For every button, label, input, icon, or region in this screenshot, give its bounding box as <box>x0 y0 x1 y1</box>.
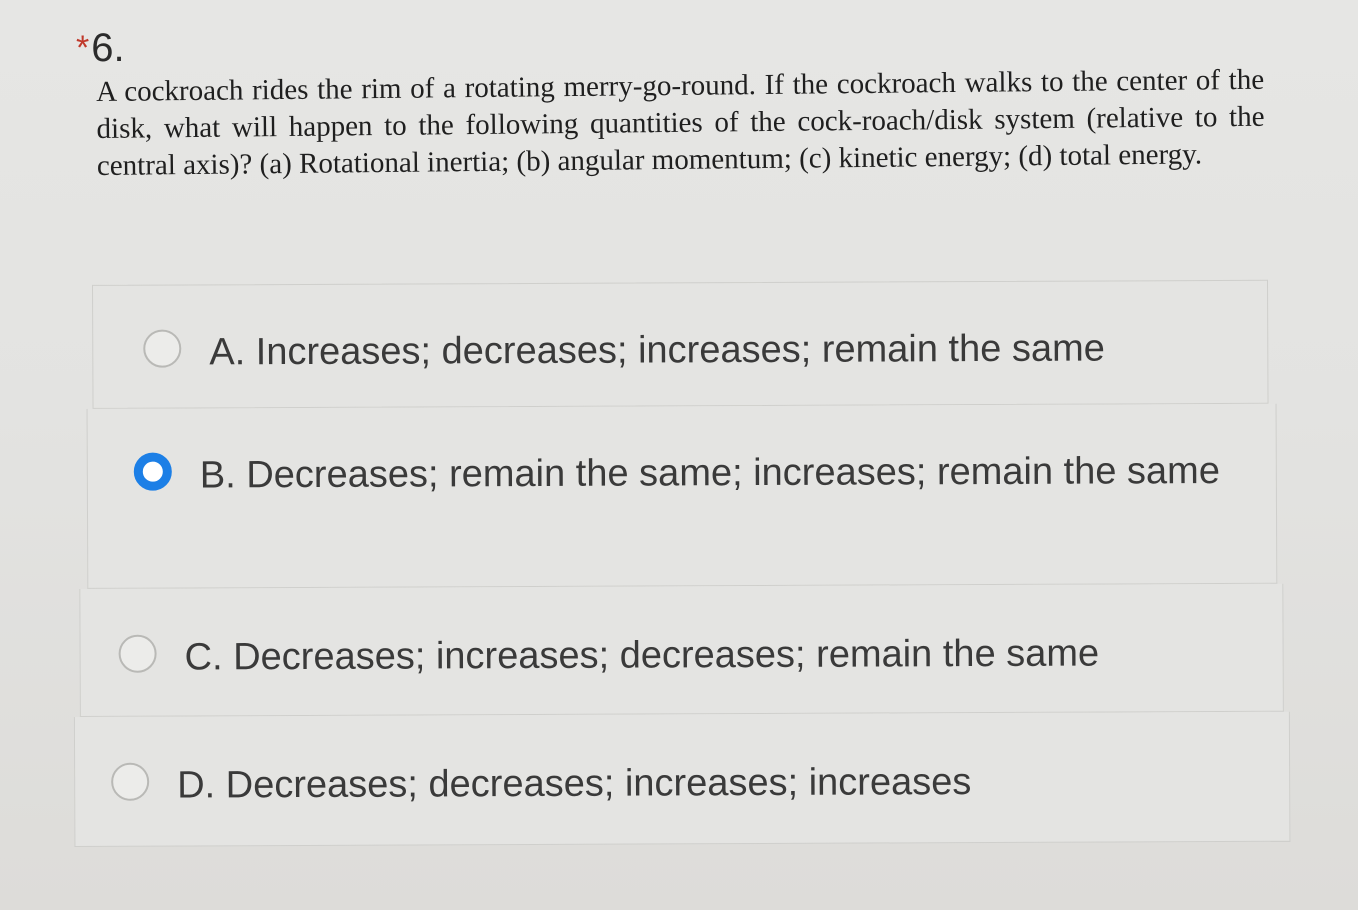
option-c[interactable] <box>79 584 1284 717</box>
question-header <box>76 28 125 68</box>
radio-option-b[interactable] <box>134 453 172 491</box>
option-a[interactable] <box>92 280 1269 409</box>
question-number: 6. <box>91 26 125 70</box>
answer-options <box>72 280 1286 847</box>
option-b[interactable] <box>87 404 1278 589</box>
question-text: A cockroach rides the rim of a rotating merry-go-round. If the cockroach walks to the center of the disk, what will happen to the following quantities of the cock-roach/disk system (relative to the central axis)? (a) Rotational inertia; (b) angular momentum; (c) kinetic energy; (d) total energy. <box>96 63 1265 182</box>
option-c-label: C. Decreases; increases; decreases; remain the same <box>184 632 1100 679</box>
radio-option-d[interactable] <box>111 763 149 801</box>
required-star-icon: * <box>76 29 90 67</box>
option-d-label: D. Decreases; decreases; increases; increases <box>177 761 972 807</box>
option-d[interactable] <box>74 712 1291 847</box>
radio-option-c[interactable] <box>119 635 157 673</box>
radio-option-a[interactable] <box>143 330 181 368</box>
option-a-label: A. Increases; decreases; increases; remain the same <box>209 327 1105 374</box>
option-b-label: B. Decreases; remain the same; increases; remain the same <box>199 449 1221 497</box>
